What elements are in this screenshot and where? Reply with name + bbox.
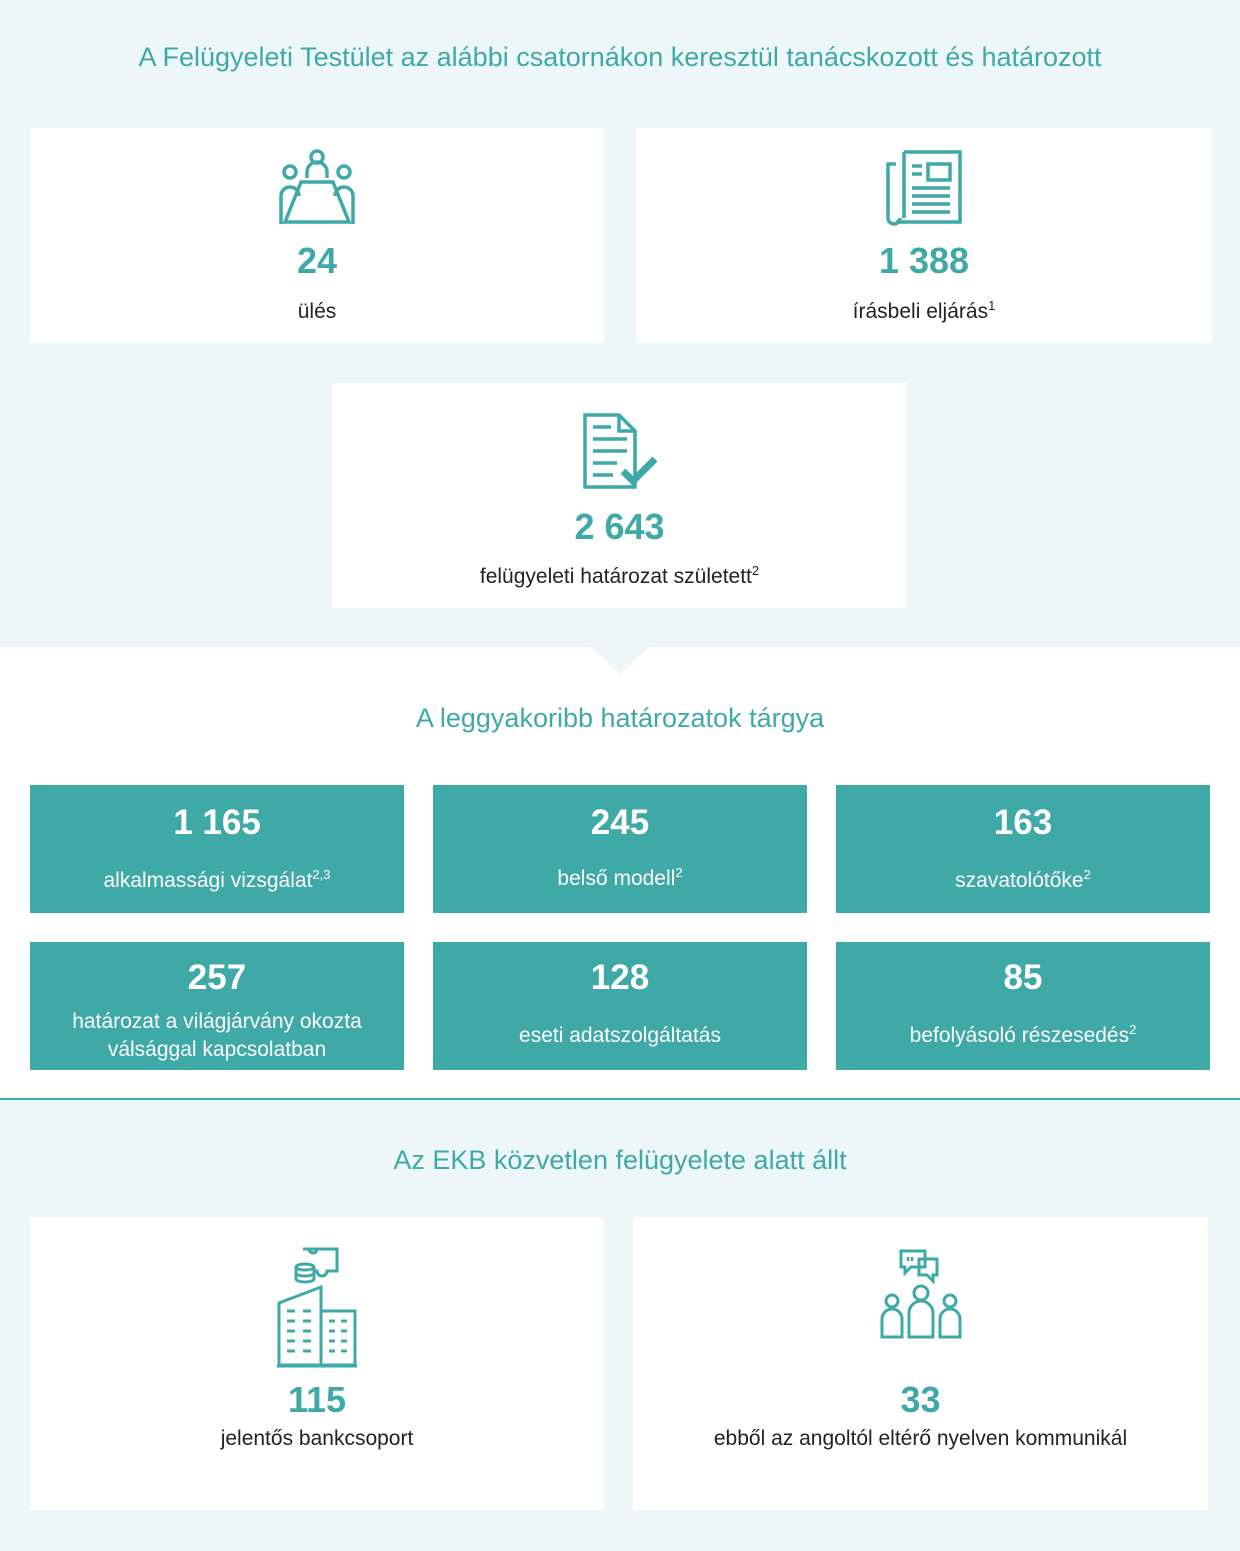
topic-value: 85 <box>1003 958 1043 997</box>
topics-title: A leggyakoribb határozatok tárgya <box>415 703 825 733</box>
decisions-count: 2 643 <box>574 506 665 547</box>
topic-value: 257 <box>187 958 247 997</box>
section-pointer <box>590 646 650 674</box>
topic-tile-suitability <box>30 785 404 913</box>
non-english-count: 33 <box>900 1379 941 1420</box>
topic-label: alkalmassági vizsgálat$^{2,3}$ <box>103 867 331 892</box>
footnote-marker: 2 <box>751 563 760 578</box>
written-documents-icon <box>884 148 964 226</box>
topic-value: 1 165 <box>173 803 261 842</box>
topic-label: határozat a világjárvány okozta válsággal kapcsolatban <box>72 1010 362 1061</box>
topic-tile-internal-model <box>433 785 807 913</box>
written-procedures-label: írásbeli eljárás$^1$ <box>852 298 996 323</box>
non-english-label: ebből az angoltól eltérő nyelven kommunikál <box>713 1427 1128 1450</box>
meetings-count: 24 <box>296 240 338 281</box>
document-check-icon <box>579 411 661 493</box>
written-procedures-card <box>636 128 1212 343</box>
people-speech-icon <box>879 1247 963 1343</box>
ecb-title: Az EKB közvetlen felügyelete alatt állt <box>393 1145 847 1175</box>
topic-label: szavatolótőke$^2$ <box>955 867 1091 892</box>
topic-tile-own-funds <box>836 785 1210 913</box>
significant-groups-count: 115 <box>287 1379 347 1420</box>
written-procedures-count: 1 388 <box>878 240 970 281</box>
footnote-marker: 1 <box>988 298 996 313</box>
topic-label: befolyásoló részesedés$^2$ <box>909 1022 1137 1047</box>
topic-value: 128 <box>590 958 650 997</box>
topic-label: eseti adatszolgáltatás <box>519 1024 721 1047</box>
topic-label: belső modell$^2$ <box>557 865 683 890</box>
decisions-card <box>332 383 907 608</box>
bank-buildings-icon <box>275 1245 359 1369</box>
meeting-table-icon <box>275 148 359 226</box>
meetings-card <box>30 128 604 343</box>
topic-tile-ad-hoc-reporting <box>433 942 807 1070</box>
decisions-label: felügyeleti határozat született$^2$ <box>479 563 760 588</box>
significant-groups-label: jelentős bankcsoport <box>220 1427 414 1450</box>
channels-title: A Felügyeleti Testület az alábbi csatornákon keresztül tanácskozott és határozott <box>138 42 1102 72</box>
topic-tile-qualifying-holding <box>836 942 1210 1070</box>
non-english-card <box>633 1217 1208 1510</box>
topic-value: 245 <box>590 803 650 842</box>
topic-tile-pandemic <box>30 942 404 1070</box>
topic-value: 163 <box>993 803 1053 842</box>
significant-groups-card <box>30 1217 604 1510</box>
meetings-label: ülés <box>297 300 337 323</box>
